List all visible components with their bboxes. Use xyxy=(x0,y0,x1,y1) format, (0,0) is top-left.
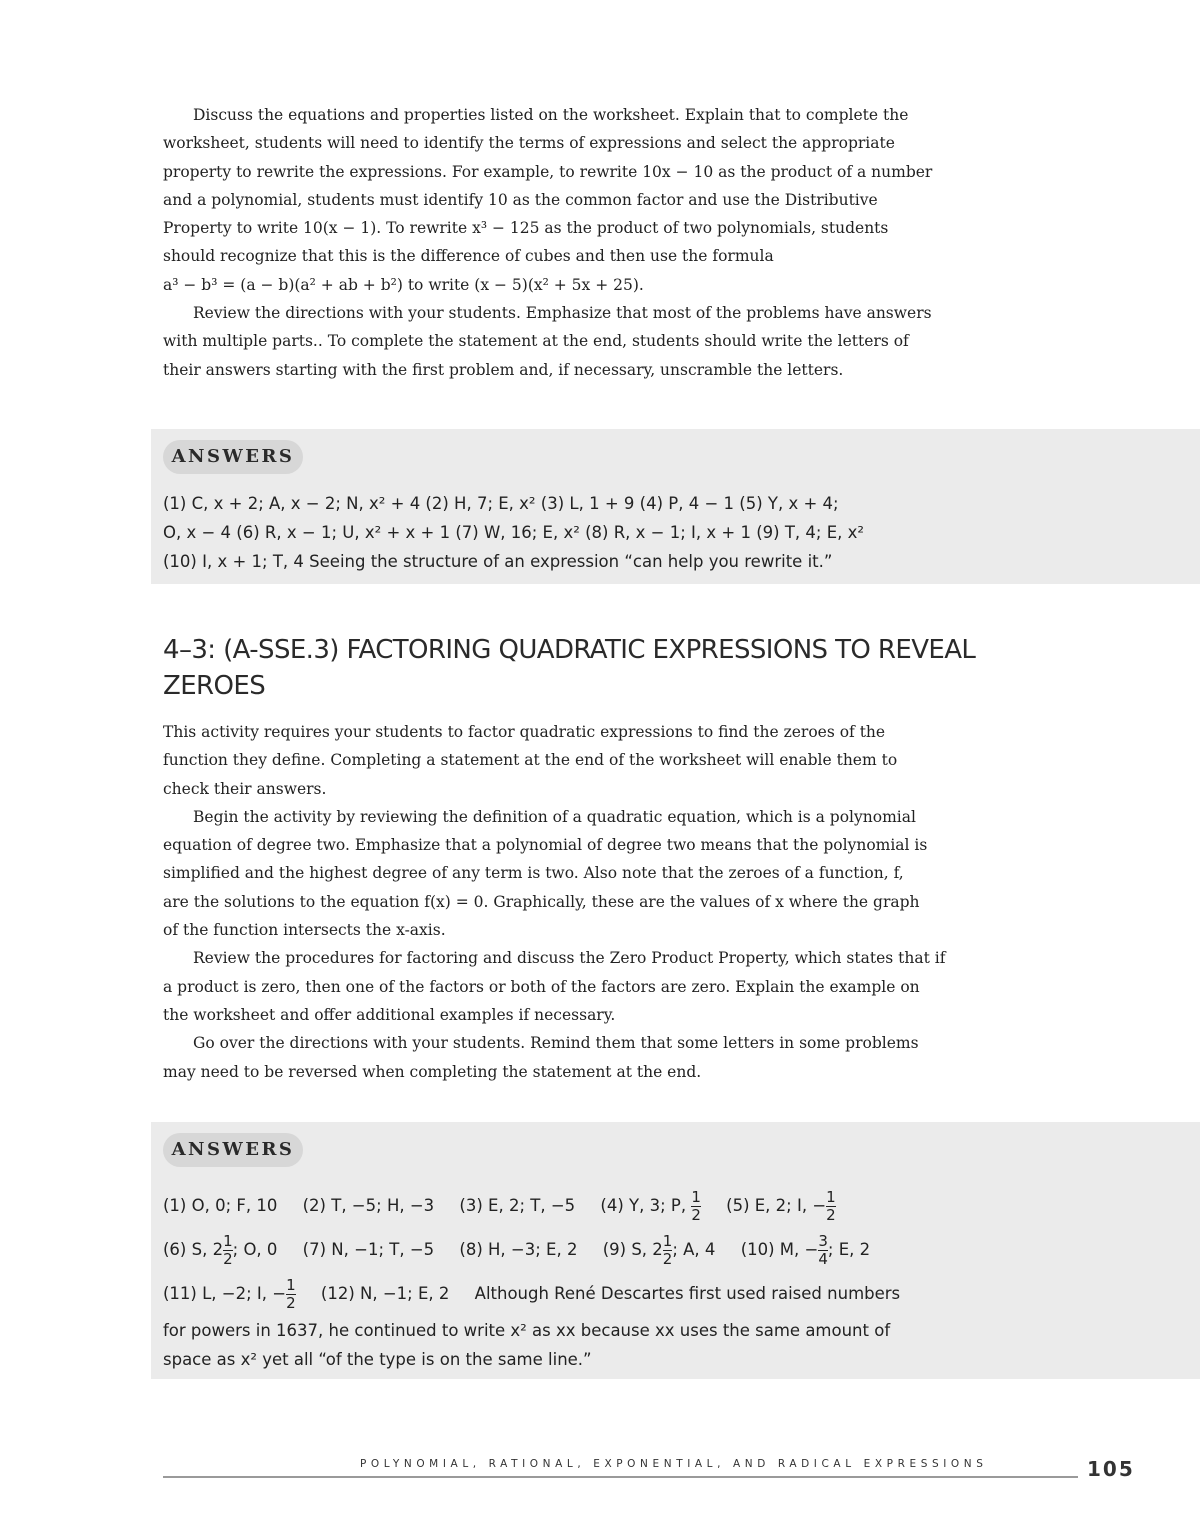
footer-rule xyxy=(163,1476,1078,1478)
page-number: 105 xyxy=(1087,1457,1135,1481)
fraction-one-half: $\frac{1}{2}$ xyxy=(662,1232,673,1268)
fraction-one-half: $\frac{1}{2}$ xyxy=(691,1188,701,1224)
answers-box-1 xyxy=(151,429,1200,584)
fraction-three-quarters: $\frac{3}{4}$ xyxy=(818,1232,828,1268)
answers-1-line: O, x − 4 (6) R, x − 1; U, x² + x + 1 (7) W, 16; E, x² (8) R, x − 1; I, x + 1 (9) T, 4; E, x² xyxy=(163,523,865,542)
answers-box-2 xyxy=(151,1122,1200,1379)
running-footer-title: POLYNOMIAL, RATIONAL, EXPONENTIAL, AND RADICAL EXPRESSIONS xyxy=(360,1458,988,1470)
fraction-one-half: $\frac{1}{2}$ xyxy=(826,1188,836,1224)
section-paragraph-2: Begin the activity by reviewing the definition of a quadratic equation, which is a polynomial equation of degree two. Emphasize that a polynomial of degree two means that the polynomial is simplified and the highest degree of any term is two. Also note that the zeroes of a function, f, are the solutions to the equation f(x) = 0. Graphically, these are the values of x where the graph of the function intersects the x-axis. xyxy=(163,807,928,940)
answers-2-line: space as x² yet all “of the type is on the same line.” xyxy=(163,1350,592,1369)
answers-2-text xyxy=(163,1184,1180,1374)
answers-2-line: (11) L, −2; I, − $\frac{1}{2}$ (12) N, −1; E, 2 Although René Descartes first used raised numbers xyxy=(163,1276,901,1312)
intro-text xyxy=(163,101,1011,384)
intro-paragraph-2: Review the directions with your students. Emphasize that most of the problems have answers with multiple parts.. To complete the statement at the end, students should write the letters of their answers starting with the first problem and, if necessary, unscramble the letters. xyxy=(163,304,932,379)
intro-paragraph-1: Discuss the equations and properties listed on the worksheet. Explain that to complete the worksheet, students will need to identify the terms of expressions and select the appropriate property to rewrite the expressions. For example, to rewrite 10x − 10 as the product of a number and a polynomial, students must identify 10 as the common factor and use the Distributive Property to write 10(x − 1). To rewrite x³ − 125 as the product of two polynomials, students should recognize that this is the difference of cubes and then use the formula a³ − b³ = (a − b)(a² + ab + b²) to write (x − 5)(x² + 5x + 25). xyxy=(163,106,933,294)
answers-1-line: (10) I, x + 1; T, 4 Seeing the structure of an expression “can help you rewrite it.” xyxy=(163,552,833,571)
section-paragraph-4: Go over the directions with your students. Remind them that some letters in some problems may need to be reversed when completing the statement at the end. xyxy=(163,1034,919,1081)
answers-2-line: (6) S, 2 $\frac{1}{2}$ ; O, 0 (7) N, −1; T, −5 (8) H, −3; E, 2 (9) S, 2 $\frac{1}{2}$ ; A, 4 (10) M, − $\frac{3}{4}$ ; E, 2 xyxy=(163,1232,871,1268)
answers-2-line: for powers in 1637, he continued to write x² as xx because xx uses the same amount of xyxy=(163,1321,891,1340)
section-body xyxy=(163,718,1011,1086)
section-paragraph-3: Review the procedures for factoring and discuss the Zero Product Property, which states that if a product is zero, then one of the factors or both of the factors are zero. Explain the example on the worksheet and offer additional examples if necessary. xyxy=(163,949,946,1024)
answers-label: ANSWERS xyxy=(163,440,303,474)
answers-1-text xyxy=(163,489,1180,576)
section-paragraph-1: This activity requires your students to factor quadratic expressions to find the zeroes of the function they define. Completing a statement at the end of the worksheet will enable them to check their answers. xyxy=(163,723,898,798)
answers-label: ANSWERS xyxy=(163,1133,303,1167)
answers-2-line: (1) O, 0; F, 10 (2) T, −5; H, −3 (3) E, 2; T, −5 (4) Y, 3; P, $\frac{1}{2}$ (5) E, 2; I, − $\frac{1}{2}$ xyxy=(163,1188,836,1224)
fraction-one-half: $\frac{1}{2}$ xyxy=(223,1232,233,1268)
section-title: 4–3: (A-SSE.3) FACTORING QUADRATIC EXPRESSIONS TO REVEAL ZEROES xyxy=(163,635,976,701)
answers-1-line: (1) C, x + 2; A, x − 2; N, x² + 4 (2) H, 7; E, x² (3) L, 1 + 9 (4) P, 4 − 1 (5) Y, x + 4; xyxy=(163,494,839,513)
fraction-one-half: $\frac{1}{2}$ xyxy=(286,1276,296,1312)
